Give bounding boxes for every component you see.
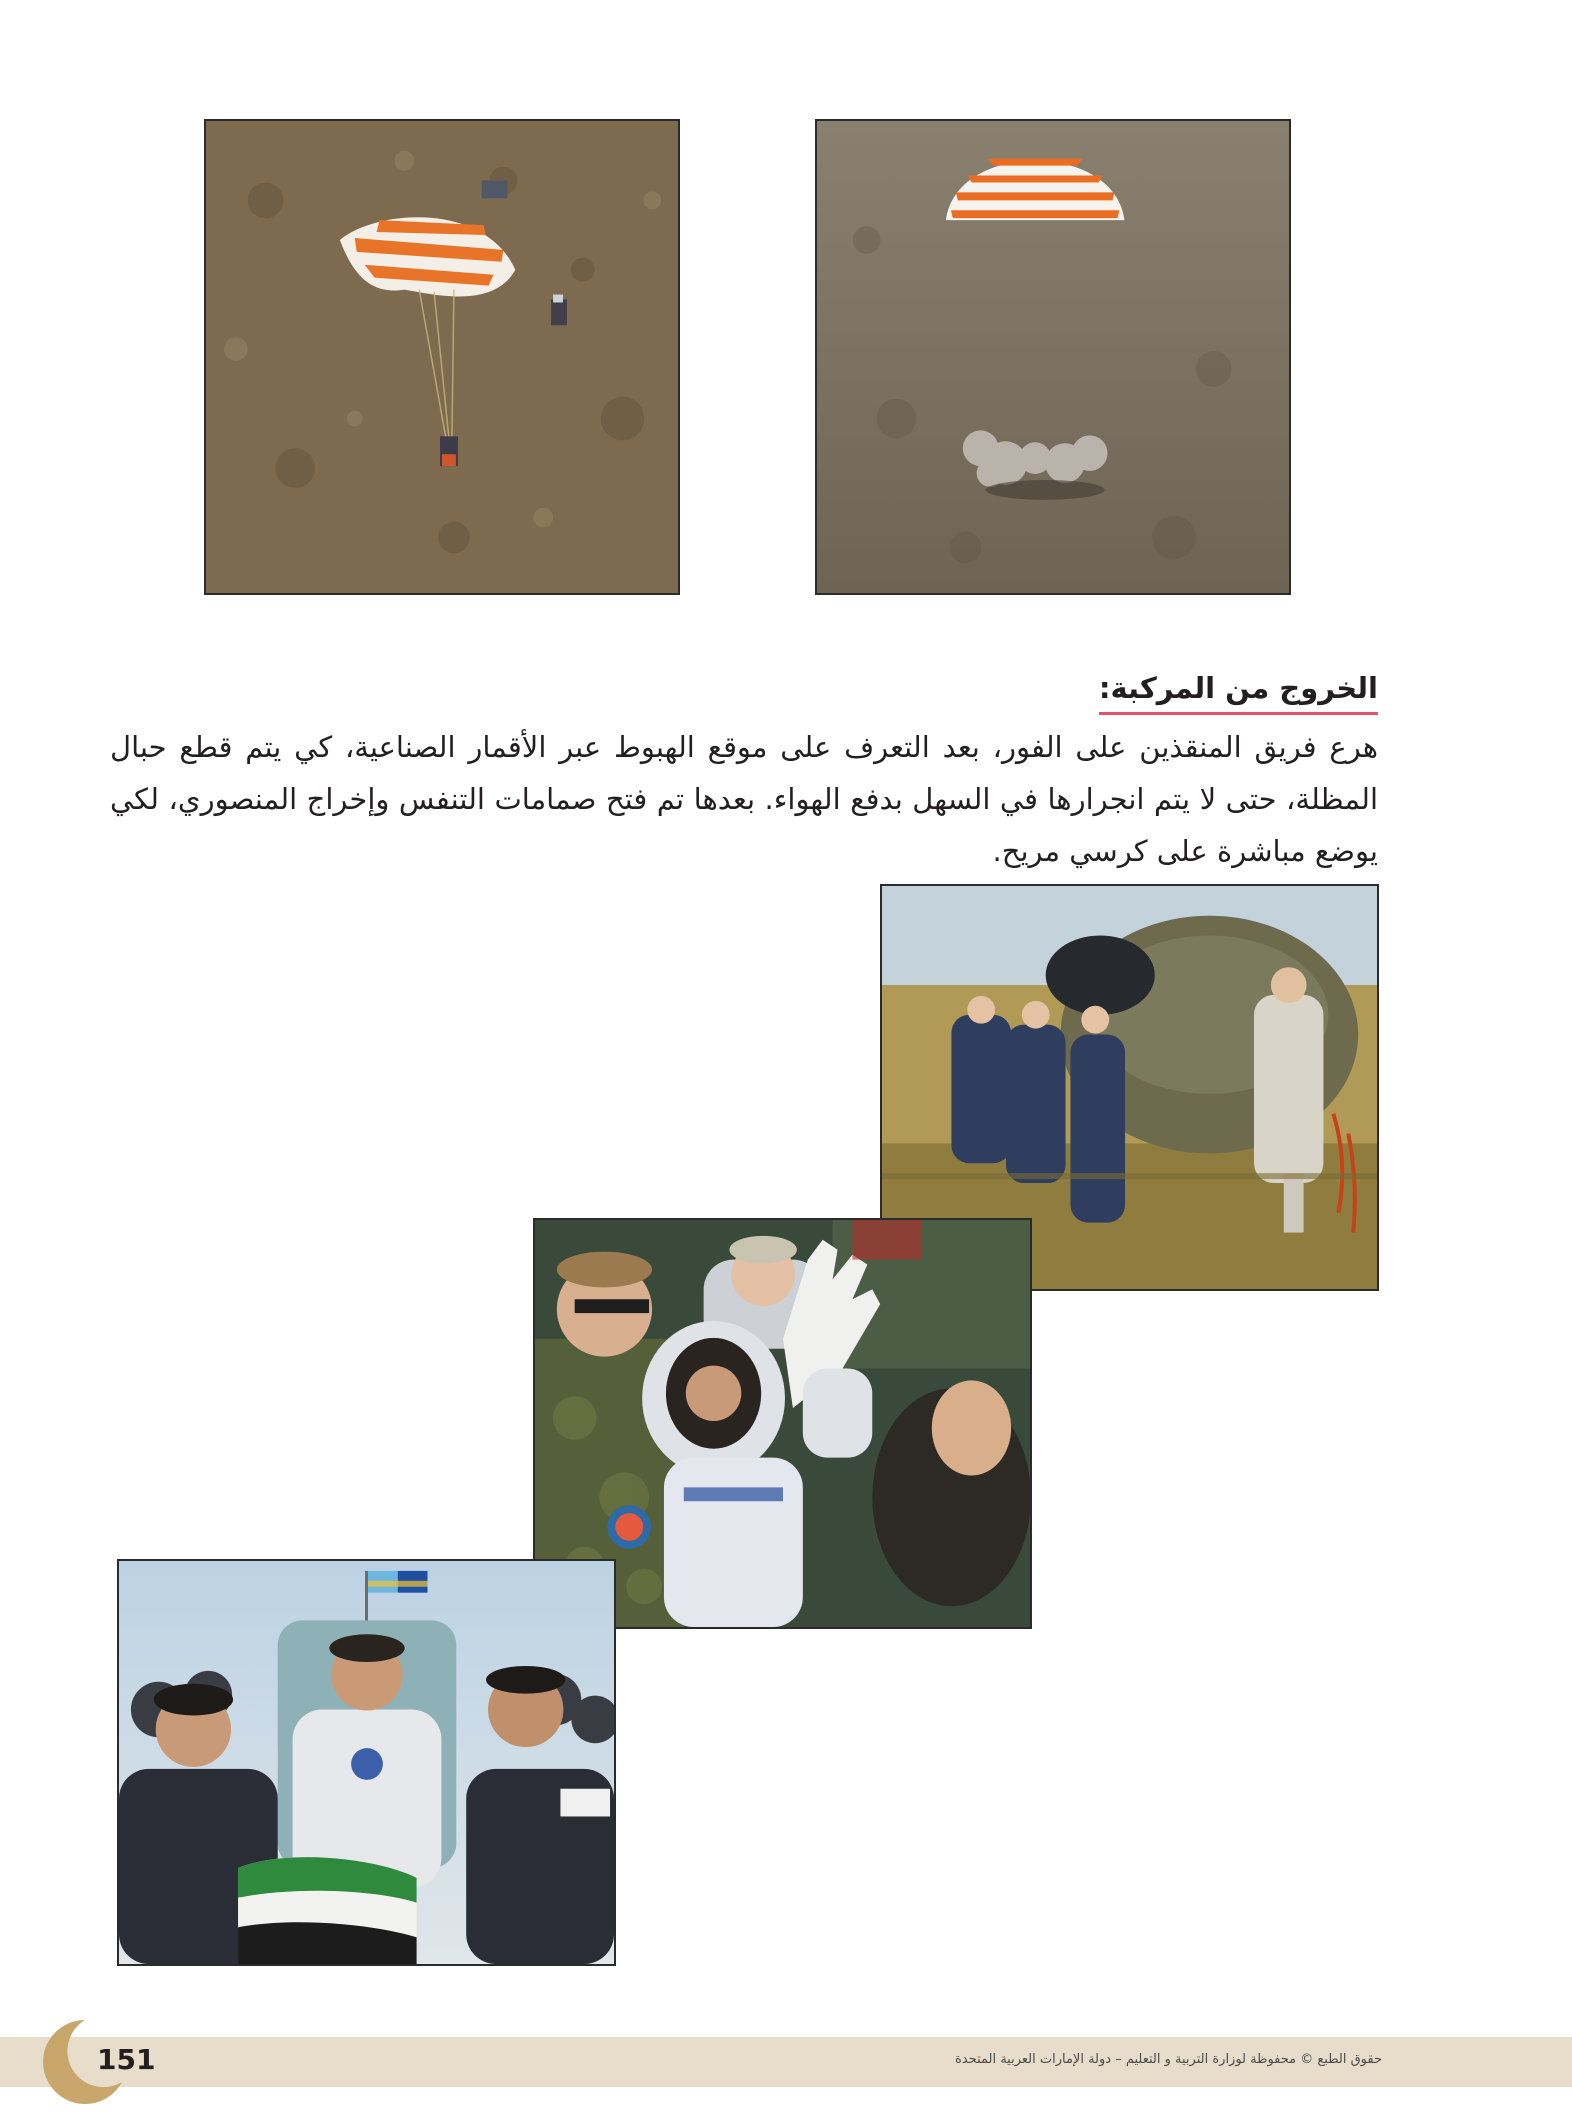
section-body: هرع فريق المنقذين على الفور، بعد التعرف على موقع الهبوط عبر الأقمار الصناعية، كي يتم قطع حبال المظلة، حتى لا يتم انجرارها في السهل بدفع الهواء. بعدها تم فتح صمامات التنفس وإخراج المنصوري، لكي يوضع مباشرة على كرسي مريح. — [110, 730, 1378, 868]
article-section — [110, 668, 1378, 877]
copyright-notice: حقوق الطبع © محفوظة لوزارة التربية و التعليم – دولة الإمارات العربية المتحدة — [955, 2052, 1382, 2067]
section-heading: الخروج من المركبة: — [1099, 668, 1378, 715]
photo-astronaut-chair — [117, 1559, 616, 1966]
photo-parachute-landing — [204, 119, 680, 595]
page-number: 151 — [97, 2043, 156, 2076]
photo-capsule-touchdown — [815, 119, 1291, 595]
